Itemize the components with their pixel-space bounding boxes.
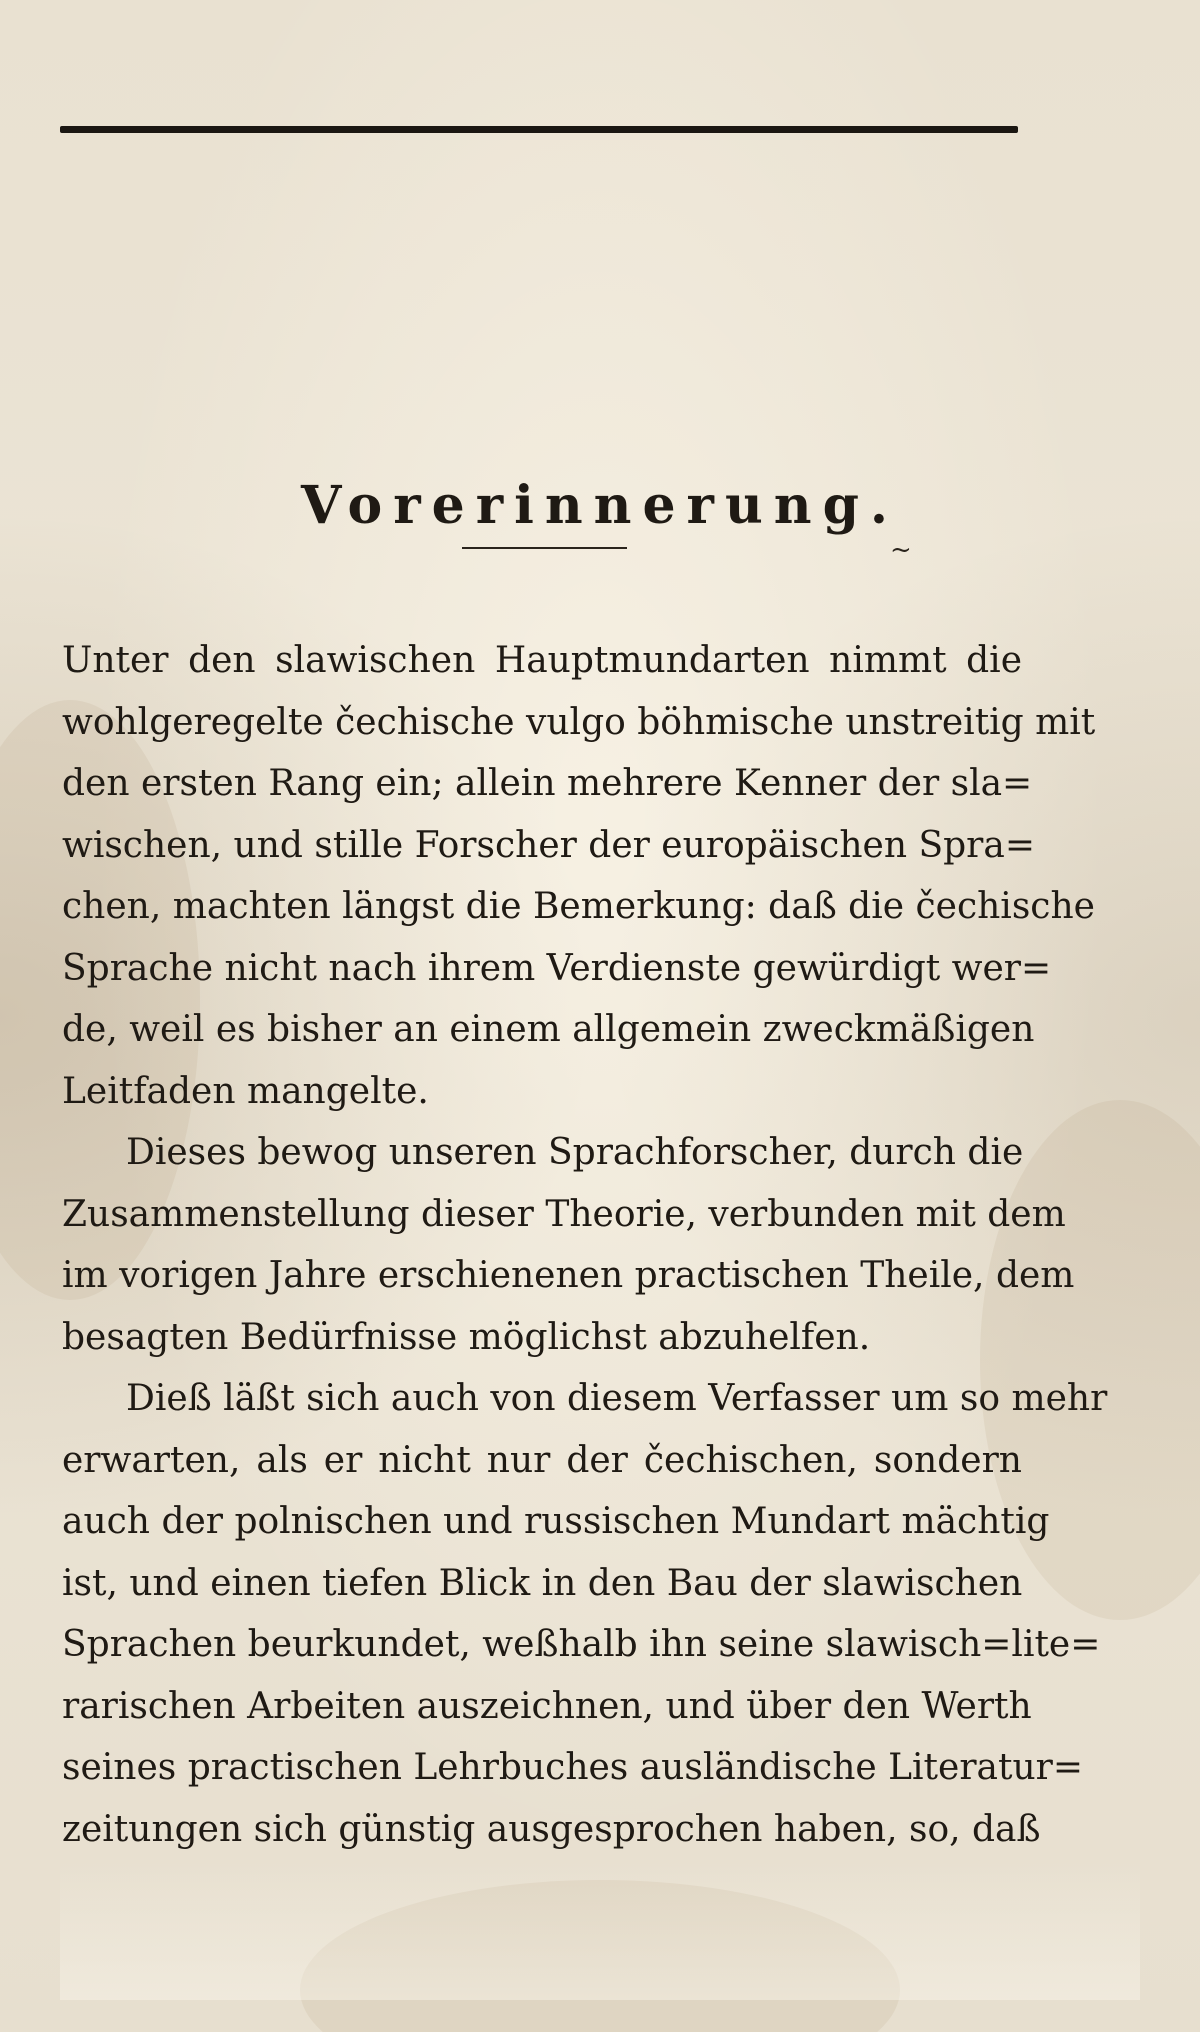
paragraph-2 bbox=[62, 1122, 1075, 1368]
text-line: seines practischen Lehrbuches ausländische Literatur= bbox=[62, 1747, 1084, 1788]
text-line: ist, und einen tiefen Blick in den Bau der slawischen bbox=[62, 1562, 1023, 1604]
text-line: im vorigen Jahre erschienenen practischen Theile, dem bbox=[62, 1255, 1075, 1296]
text-line: Dieses bewog unseren Sprachforscher, durch die bbox=[126, 1132, 1024, 1173]
text-line: zeitungen sich günstig ausgesprochen haben, so, daß bbox=[62, 1808, 1041, 1850]
text-line: auch der polnischen und russischen Mundart mächtig bbox=[62, 1501, 1050, 1542]
text-line: rarischen Arbeiten auszeichnen, und über den Werth bbox=[62, 1685, 1032, 1727]
text-line: den ersten Rang ein; allein mehrere Kenner der sla= bbox=[62, 763, 1033, 804]
text-line: Unter den slawischen Hauptmundarten nimmt die bbox=[62, 640, 1022, 681]
top-rule bbox=[60, 126, 1018, 133]
text-line: Dieß läßt sich auch von diesem Verfasser um so mehr bbox=[126, 1378, 1108, 1419]
text-line: Leitfaden mangelte. bbox=[62, 1070, 429, 1112]
paragraph-1 bbox=[62, 630, 1096, 1122]
text-line: Sprachen beurkundet, weßhalb ihn seine slawisch=lite= bbox=[62, 1624, 1101, 1665]
bottom-fade bbox=[60, 1860, 1140, 2000]
text-line: erwarten, als er nicht nur der čechischen, sondern bbox=[62, 1439, 1022, 1481]
text-line: besagten Bedürfnisse möglichst abzuhelfen. bbox=[62, 1316, 871, 1358]
text-line: Zusammenstellung dieser Theorie, verbunden mit dem bbox=[62, 1193, 1066, 1235]
text-line: wischen, und stille Forscher der europäischen Spra= bbox=[62, 824, 1035, 866]
title-rule bbox=[462, 547, 627, 549]
ornament-flourish: ~ bbox=[890, 535, 912, 565]
page-title: Vorerinnerung. bbox=[300, 474, 900, 536]
text-line: Sprache nicht nach ihrem Verdienste gewürdigt wer= bbox=[62, 947, 1052, 989]
body-text bbox=[62, 630, 1108, 1860]
text-line: chen, machten längst die Bemerkung: daß die čechische bbox=[62, 886, 1095, 927]
text-line: wohlgeregelte čechische vulgo böhmische unstreitig mit bbox=[62, 701, 1096, 743]
text-line: de, weil es bisher an einem allgemein zweckmäßigen bbox=[62, 1009, 1035, 1050]
paragraph-3 bbox=[62, 1368, 1108, 1860]
